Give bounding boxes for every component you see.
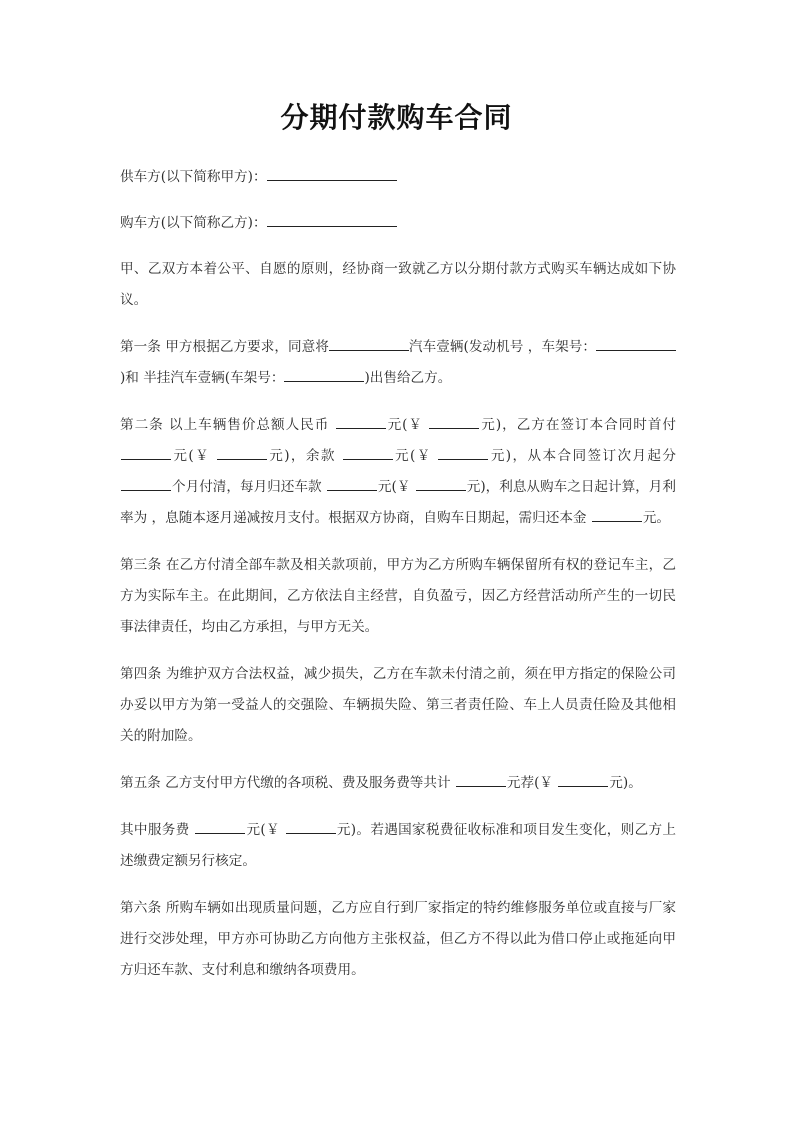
- article-2-text: 元)，余款: [267, 448, 342, 464]
- article-1-text: 第一条 甲方根据乙方要求，同意将: [120, 339, 329, 355]
- article-1: [120, 332, 676, 394]
- buyer-line: [120, 208, 676, 239]
- contract-title: 分期付款购车合同: [280, 101, 513, 134]
- seller-line: [120, 162, 676, 193]
- seller-label: 供车方(以下简称甲方)：: [120, 169, 267, 185]
- article-3: 第三条 在乙方付清全部车款及相关款项前，甲方为乙方所购车辆保留所有权的登记车主，乙方为实际车主。在此期间，乙方依法自主经营，自负盈亏，因乙方经营活动所产生的一切民事法律责任，均由乙方承担，与甲方无关。: [120, 557, 676, 635]
- down-payment-blank[interactable]: [121, 447, 171, 460]
- balance-blank[interactable]: [343, 447, 393, 460]
- buyer-name-blank[interactable]: [267, 214, 397, 227]
- article-5-text: 元)。: [609, 775, 642, 791]
- article-2-text: 元)，从本合同签订次月起分: [489, 448, 677, 464]
- monthly-payment-figure-blank[interactable]: [416, 478, 466, 491]
- article-2-text: 元)，乙方在签订本合同时首付: [480, 417, 676, 433]
- taxes-fees-blank[interactable]: [456, 774, 506, 787]
- service-fee-figure-blank[interactable]: [286, 821, 336, 834]
- trailer-frame-number-blank[interactable]: [284, 369, 364, 382]
- buyer-label: 购车方(以下简称乙方)：: [120, 215, 267, 231]
- article-5-text: 元荐(￥: [506, 775, 558, 791]
- principal-blank[interactable]: [592, 509, 642, 522]
- preamble: 甲、乙双方本着公平、自愿的原则，经协商一致就乙方以分期付款方式购买车辆达成如下协议。: [120, 261, 676, 308]
- monthly-payment-blank[interactable]: [327, 478, 377, 491]
- service-fee-text: 元(￥: [246, 822, 285, 838]
- article-2: [120, 410, 676, 534]
- article-2-text: 元(￥: [172, 448, 216, 464]
- service-fee-text: 其中服务费: [120, 822, 195, 838]
- article-2-text: 元。: [642, 510, 671, 526]
- down-payment-figure-blank[interactable]: [217, 447, 267, 460]
- article-5: [120, 768, 676, 799]
- total-price-figure-blank[interactable]: [429, 416, 479, 429]
- article-4: 第四条 为维护双方合法权益，减少损失，乙方在车款未付清之前，须在甲方指定的保险公司办妥以甲方为第一受益人的交强险、车辆损失险、第三者责任险、车上人员责任险及其他相关的附加险。: [120, 666, 676, 744]
- seller-name-blank[interactable]: [267, 168, 397, 181]
- article-2-text: 个月付清，每月归还车款: [172, 479, 326, 495]
- article-2-text: 元(￥: [386, 417, 429, 433]
- article-1-text: )和 半挂汽车壹辆(车架号：: [120, 370, 285, 386]
- article-1-text: 汽车壹辆(发动机号 ，车架号：: [408, 339, 596, 355]
- article-2-text: 元)，利息从购车之日起计算，月利率为 ，息随本逐月递减按月支付。根据双方协商，自购车日期起，需归还本金: [120, 479, 676, 526]
- article-2-text: 元(￥: [393, 448, 438, 464]
- service-fee-text: 元)。若遇国家税费征收标准和项目发生变化，则乙方上述缴费定额另行核定。: [120, 822, 676, 869]
- frame-number-blank[interactable]: [596, 338, 676, 351]
- service-fee-blank[interactable]: [195, 821, 245, 834]
- total-price-blank[interactable]: [336, 416, 386, 429]
- article-1-text: )出售给乙方。: [364, 370, 452, 386]
- article-5-text: 第五条 乙方支付甲方代缴的各项税、费及服务费等共计: [120, 775, 455, 791]
- contract-body: [120, 162, 676, 1002]
- service-fee-clause: [120, 815, 676, 877]
- balance-figure-blank[interactable]: [438, 447, 488, 460]
- months-blank[interactable]: [121, 478, 171, 491]
- taxes-fees-figure-blank[interactable]: [558, 774, 608, 787]
- article-6: 第六条 所购车辆如出现质量问题，乙方应自行到厂家指定的特约维修服务单位或直接与厂家进行交涉处理，甲方亦可协助乙方向他方主张权益，但乙方不得以此为借口停止或拖延向甲方归还车款、支付利息和缴纳各项费用。: [120, 900, 676, 978]
- vehicle-model-blank[interactable]: [329, 338, 409, 351]
- article-2-text: 第二条 以上车辆售价总额人民币: [120, 417, 335, 433]
- article-2-text: 元(￥: [377, 479, 415, 495]
